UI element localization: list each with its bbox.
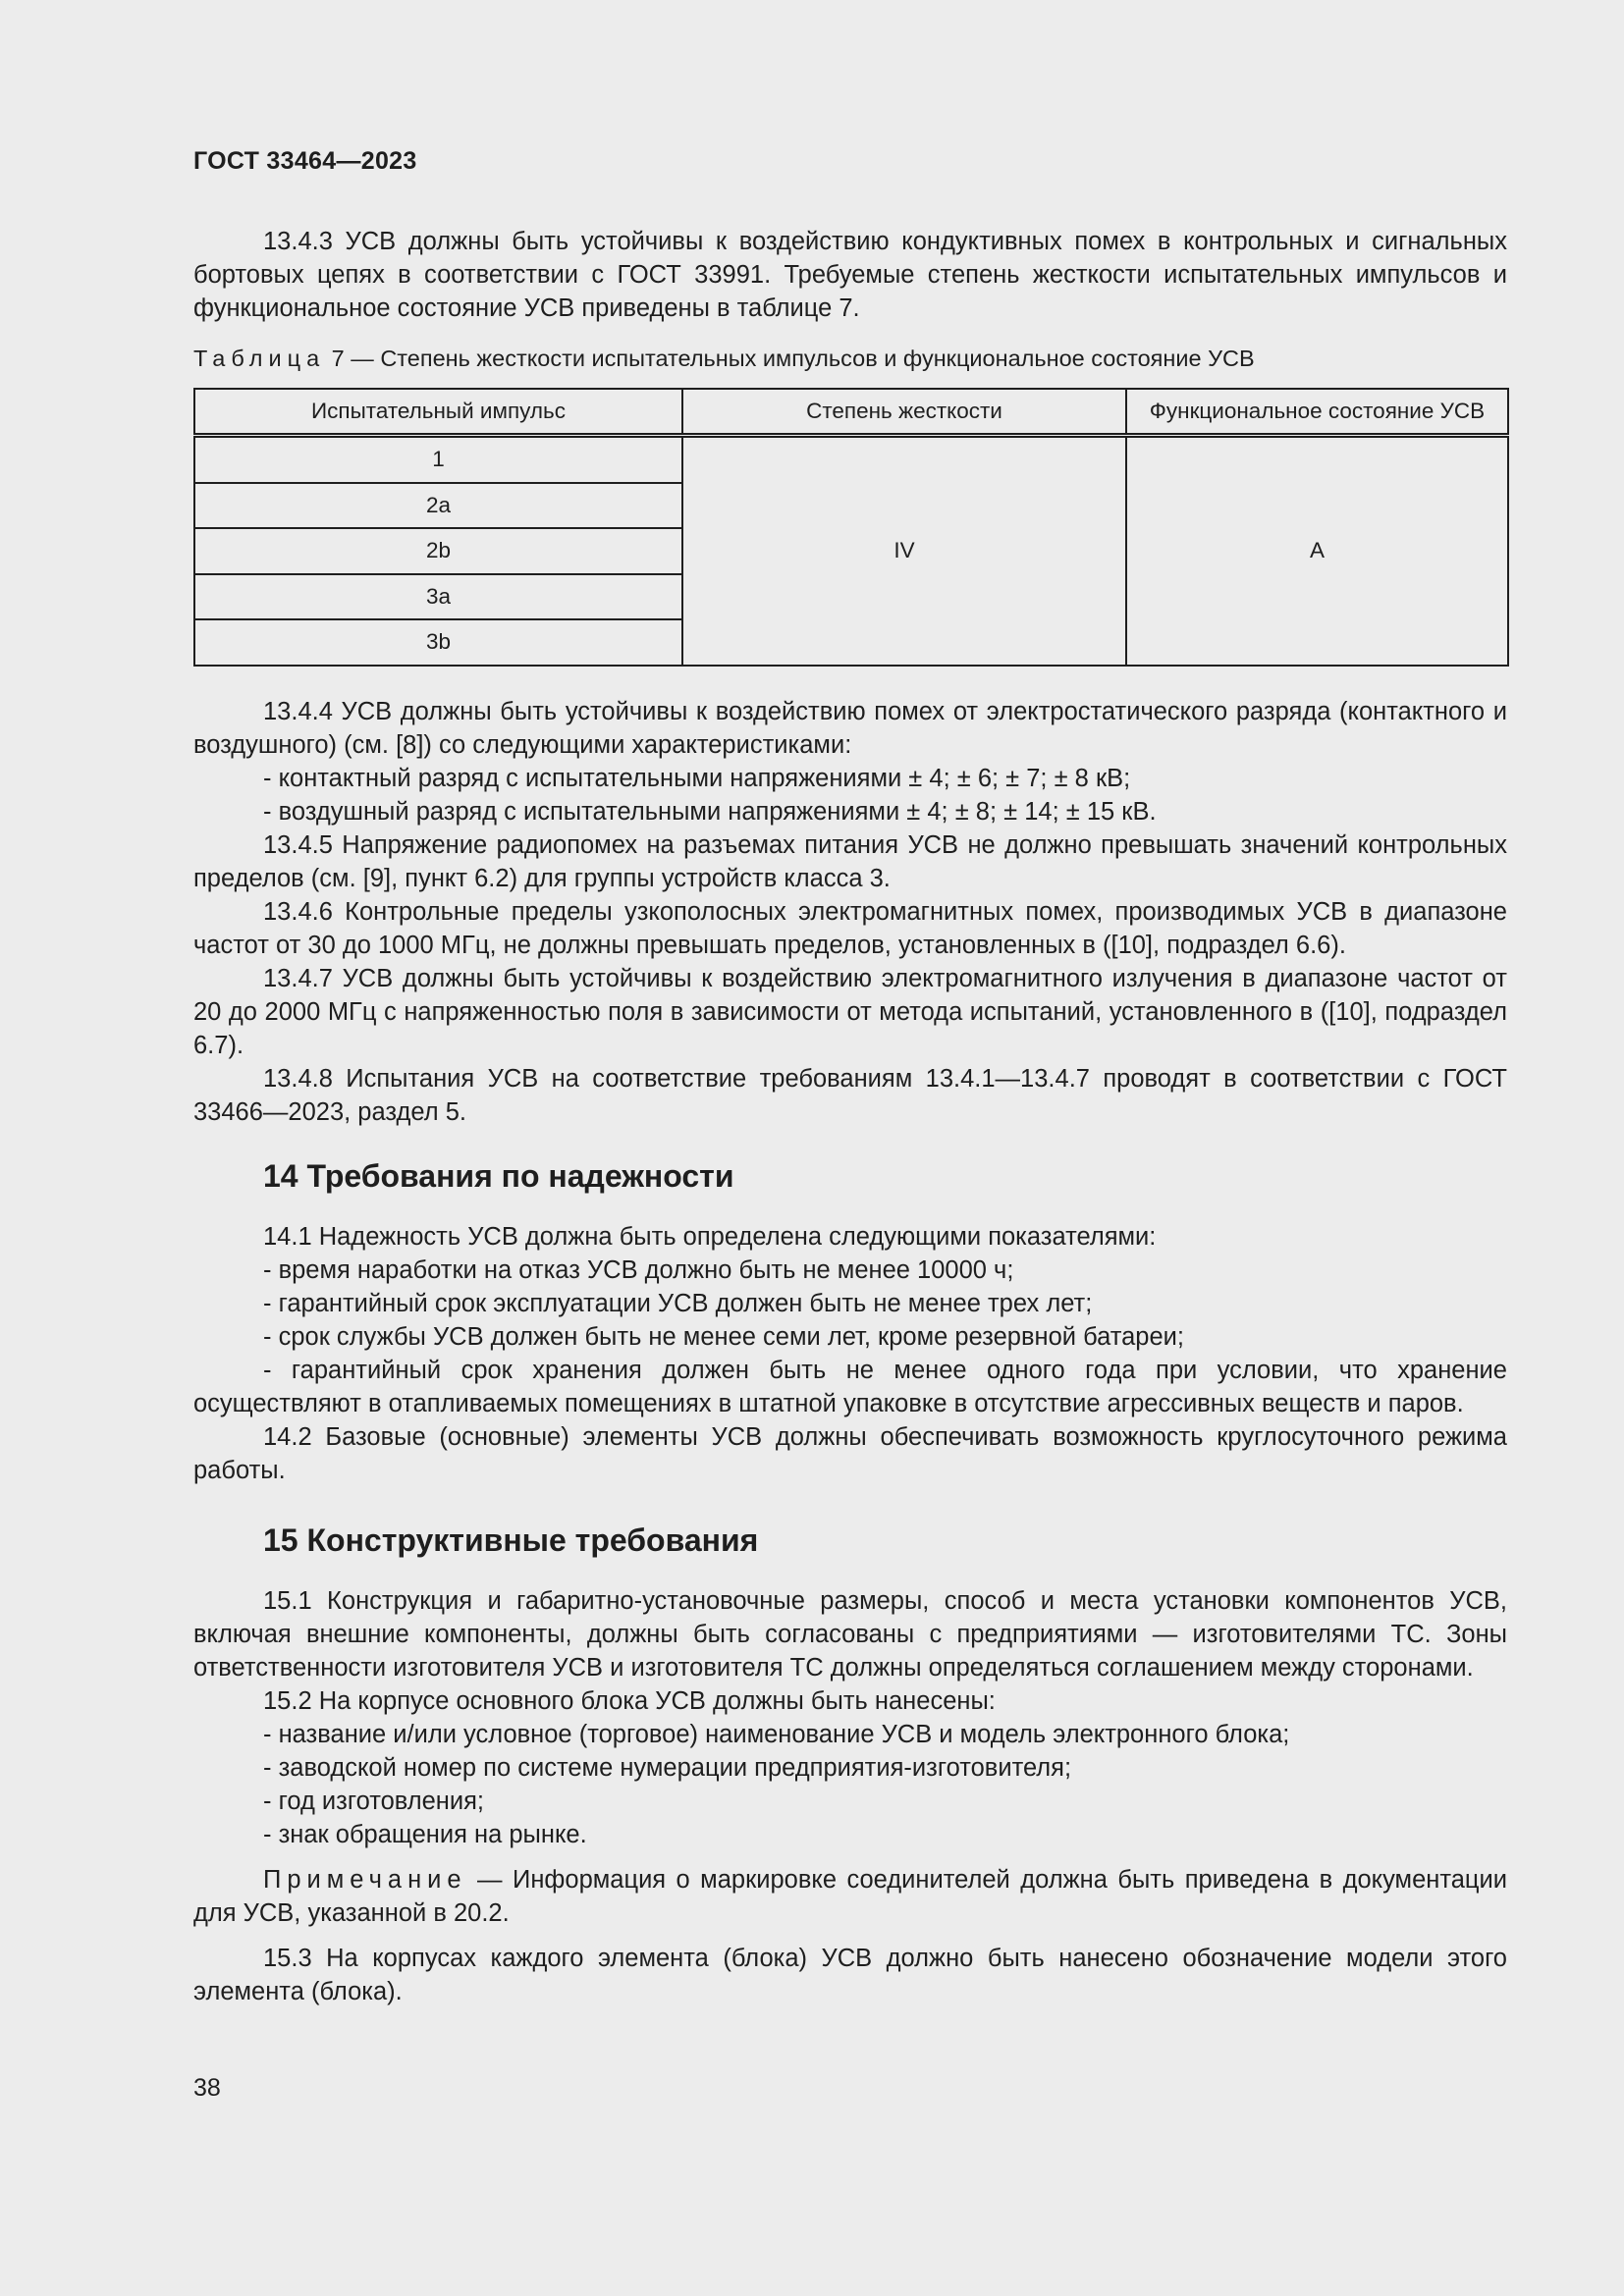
section-14-body [193, 1220, 1507, 1487]
table-7 [193, 388, 1509, 667]
list-item: - гарантийный срок эксплуатации УСВ должен быть не менее трех лет; [263, 1290, 1093, 1317]
list-item: - заводской номер по системе нумерации предприятия-изготовителя; [263, 1754, 1072, 1782]
section-14-title: 14 Требования по надежности [263, 1158, 734, 1194]
table-cell-impulse: 2a [194, 483, 682, 529]
table-caption-text: 7 — Степень жесткости испытательных импульсов и функциональное состояние УСВ [325, 346, 1255, 371]
table-cell-impulse: 3a [194, 574, 682, 620]
page-number: 38 [193, 2074, 221, 2102]
table-cell-severity: IV [682, 436, 1126, 666]
clause-13-4-5: 13.4.5 Напряжение радиопомех на разъемах питания УСВ не должно превышать значений контрольных пределов (см. [9], пункт 6.2) для группы устройств класса 3. [193, 831, 1507, 892]
clause-14-1: 14.1 Надежность УСВ должна быть определена следующими показателями: [263, 1223, 1157, 1251]
list-item: - год изготовления; [263, 1788, 485, 1815]
table-cell-impulse: 3b [194, 619, 682, 666]
list-item: - гарантийный срок хранения должен быть не менее одного года при условии, что хранение осуществляют в отапливаемых помещениях в штатной упаковке в отсутствие агрессивных веществ и паров. [193, 1357, 1507, 1417]
list-item: - срок службы УСВ должен быть не менее семи лет, кроме резервной батареи; [263, 1323, 1184, 1351]
clause-13-4-3: 13.4.3 УСВ должны быть устойчивы к воздействию кондуктивных помех в контрольных и сигнальных бортовых цепях в соответствии с ГОСТ 33991. Требуемые степень жесткости испытательных импульсов и функциональное состояние УСВ приведены в таблице 7. [193, 228, 1507, 322]
note [193, 1863, 1507, 1930]
document-code: ГОСТ 33464—2023 [193, 147, 417, 175]
table-cell-state: А [1126, 436, 1508, 666]
clauses-13-4-4-to-13-4-8 [193, 695, 1507, 1129]
clause-13-4-4: 13.4.4 УСВ должны быть устойчивы к воздействию помех от электростатического разряда (контактного и воздушного) (см. [8]) со следующими характеристиками: [193, 698, 1507, 759]
clause-15-3: 15.3 На корпусах каждого элемента (блока) УСВ должно быть нанесено обозначение модели этого элемента (блока). [193, 1945, 1507, 2005]
table-cell-impulse: 1 [194, 436, 682, 483]
list-item: - воздушный разряд с испытательными напряжениями ± 4; ± 8; ± 14; ± 15 кВ. [263, 798, 1157, 826]
table-7-caption [193, 346, 1255, 372]
clause-15-1: 15.1 Конструкция и габаритно-установочные размеры, способ и места установки компонентов УСВ, включая внешние компоненты, должны быть согласованы с предприятиями — изготовителями ТС. Зоны ответственности изготовителя УСВ и изготовителя ТС должны определяться соглашением между сторонами. [193, 1587, 1507, 1682]
note-label: Примечание [263, 1866, 467, 1894]
clause-15-2: 15.2 На корпусе основного блока УСВ должны быть нанесены: [263, 1687, 996, 1715]
col-header-severity: Степень жесткости [682, 389, 1126, 436]
note-text: — Информация о маркировке соединителей должна быть приведена в документации для УСВ, указанной в 20.2. [193, 1866, 1507, 1927]
clause-14-2: 14.2 Базовые (основные) элементы УСВ должны обеспечивать возможность круглосуточного режима работы. [193, 1423, 1507, 1484]
col-header-state: Функциональное состояние УСВ [1126, 389, 1508, 436]
list-item: - время наработки на отказ УСВ должно быть не менее 10000 ч; [263, 1256, 1014, 1284]
clause-13-4-6: 13.4.6 Контрольные пределы узкополосных электромагнитных помех, производимых УСВ в диапазоне частот от 30 до 1000 МГц, не должны превышать пределов, установленных в ([10], подраздел 6.6). [193, 898, 1507, 959]
table-cell-impulse: 2b [194, 528, 682, 574]
clause-13-4-7: 13.4.7 УСВ должны быть устойчивы к воздействию электромагнитного излучения в диапазоне частот от 20 до 2000 МГц с напряженностью поля в зависимости от метода испытаний, установленного в ([10], подраздел 6.7). [193, 965, 1507, 1059]
list-item: - контактный разряд с испытательными напряжениями ± 4; ± 6; ± 7; ± 8 кВ; [263, 765, 1131, 792]
clause-13-4-8: 13.4.8 Испытания УСВ на соответствие требованиям 13.4.1—13.4.7 проводят в соответствии с ГОСТ 33466—2023, раздел 5. [193, 1065, 1507, 1126]
col-header-impulse: Испытательный импульс [194, 389, 682, 436]
section-15-body [193, 1584, 1507, 2008]
list-item: - название и/или условное (торговое) наименование УСВ и модель электронного блока; [263, 1721, 1290, 1748]
section-15-title: 15 Конструктивные требования [263, 1522, 759, 1558]
table-label: Таблица [193, 346, 326, 371]
list-item: - знак обращения на рынке. [263, 1821, 587, 1848]
